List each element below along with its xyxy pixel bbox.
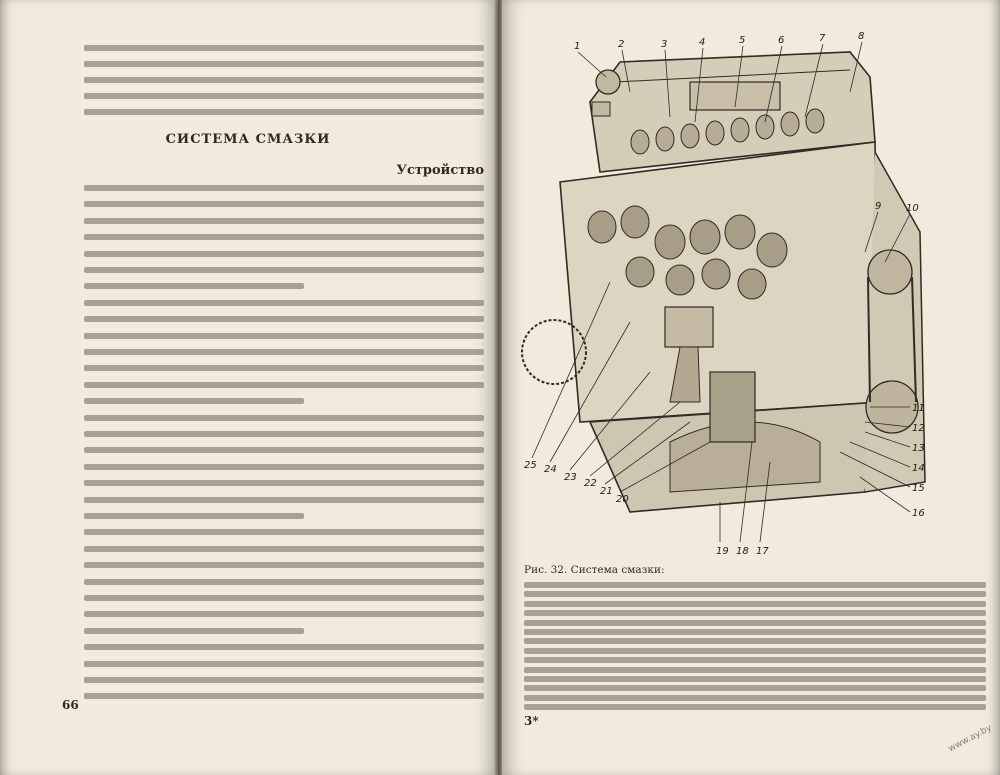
callout-2: 2: [618, 39, 625, 50]
text-line-placeholder: [84, 628, 304, 634]
text-line-placeholder: [84, 185, 484, 191]
text-line-placeholder: [524, 695, 986, 701]
text-line-placeholder: [524, 657, 986, 663]
callout-24: 24: [544, 464, 557, 475]
text-line-placeholder: [84, 480, 484, 486]
text-line-placeholder: [524, 620, 986, 626]
text-line-placeholder: [524, 704, 986, 710]
callout-21: 21: [600, 486, 613, 497]
text-line-placeholder: [84, 431, 484, 437]
text-line-placeholder: [84, 546, 484, 552]
right-page-number: 3*: [524, 714, 539, 728]
callout-14: 14: [912, 463, 925, 474]
text-line-placeholder: [84, 333, 484, 339]
text-line-placeholder: [84, 415, 484, 421]
text-line-placeholder: [84, 595, 484, 601]
text-line-placeholder: [524, 648, 986, 654]
text-line-placeholder: [84, 234, 484, 240]
text-line-placeholder: [524, 601, 986, 607]
text-line-placeholder: [524, 591, 986, 597]
right-page: [502, 0, 1000, 775]
callout-25: 25: [524, 460, 537, 471]
callout-5: 5: [739, 35, 746, 46]
callout-13: 13: [912, 443, 925, 454]
callout-22: 22: [584, 478, 597, 489]
text-line-placeholder: [84, 61, 484, 67]
text-line-placeholder: [84, 464, 484, 470]
figure-caption-title: Рис. 32. Система смазки:: [524, 564, 665, 576]
callout-11: 11: [912, 403, 925, 414]
text-line-placeholder: [524, 667, 986, 673]
engine-lubrication-diagram: [520, 22, 985, 562]
text-line-placeholder: [84, 251, 484, 257]
left-page-number: 66: [62, 698, 79, 712]
text-line-placeholder: [524, 676, 986, 682]
text-line-placeholder: [84, 529, 484, 535]
text-line-placeholder: [84, 45, 484, 51]
text-line-placeholder: [84, 349, 484, 355]
callout-23: 23: [564, 472, 577, 483]
callout-15: 15: [912, 483, 925, 494]
callout-16: 16: [912, 508, 925, 519]
callout-8: 8: [858, 31, 865, 42]
text-line-placeholder: [84, 398, 304, 404]
text-line-placeholder: [84, 513, 304, 519]
text-line-placeholder: [84, 644, 484, 650]
callout-19: 19: [716, 546, 729, 557]
callout-18: 18: [736, 546, 749, 557]
callout-3: 3: [661, 39, 668, 50]
text-line-placeholder: [84, 365, 484, 371]
watermark: www.ay.by: [947, 723, 994, 755]
text-line-placeholder: [524, 629, 986, 635]
text-line-placeholder: [84, 447, 484, 453]
section-heading: СИСТЕМА СМАЗКИ: [165, 132, 331, 147]
text-line-placeholder: [84, 201, 484, 207]
text-line-placeholder: [84, 316, 484, 322]
text-line-placeholder: [84, 218, 484, 224]
callout-6: 6: [778, 35, 785, 46]
text-line-placeholder: [84, 693, 484, 699]
callout-1: 1: [574, 41, 581, 52]
text-line-placeholder: [84, 562, 484, 568]
callout-9: 9: [875, 201, 882, 212]
section-subheading: Устройство: [396, 163, 484, 178]
callout-10: 10: [906, 203, 919, 214]
text-line-placeholder: [84, 283, 304, 289]
callout-20: 20: [616, 494, 629, 505]
text-line-placeholder: [84, 661, 484, 667]
text-line-placeholder: [524, 685, 986, 691]
text-line-placeholder: [84, 77, 484, 83]
text-line-placeholder: [84, 109, 484, 115]
callout-7: 7: [819, 33, 826, 44]
text-line-placeholder: [84, 677, 484, 683]
left-page: [0, 0, 496, 775]
text-line-placeholder: [84, 300, 484, 306]
text-line-placeholder: [84, 497, 484, 503]
text-line-placeholder: [524, 582, 986, 588]
callout-17: 17: [756, 546, 769, 557]
text-line-placeholder: [84, 93, 484, 99]
text-line-placeholder: [524, 610, 986, 616]
callout-4: 4: [699, 37, 706, 48]
text-line-placeholder: [84, 267, 484, 273]
text-line-placeholder: [84, 382, 484, 388]
text-line-placeholder: [524, 638, 986, 644]
text-line-placeholder: [84, 579, 484, 585]
callout-12: 12: [912, 423, 925, 434]
text-line-placeholder: [84, 611, 484, 617]
